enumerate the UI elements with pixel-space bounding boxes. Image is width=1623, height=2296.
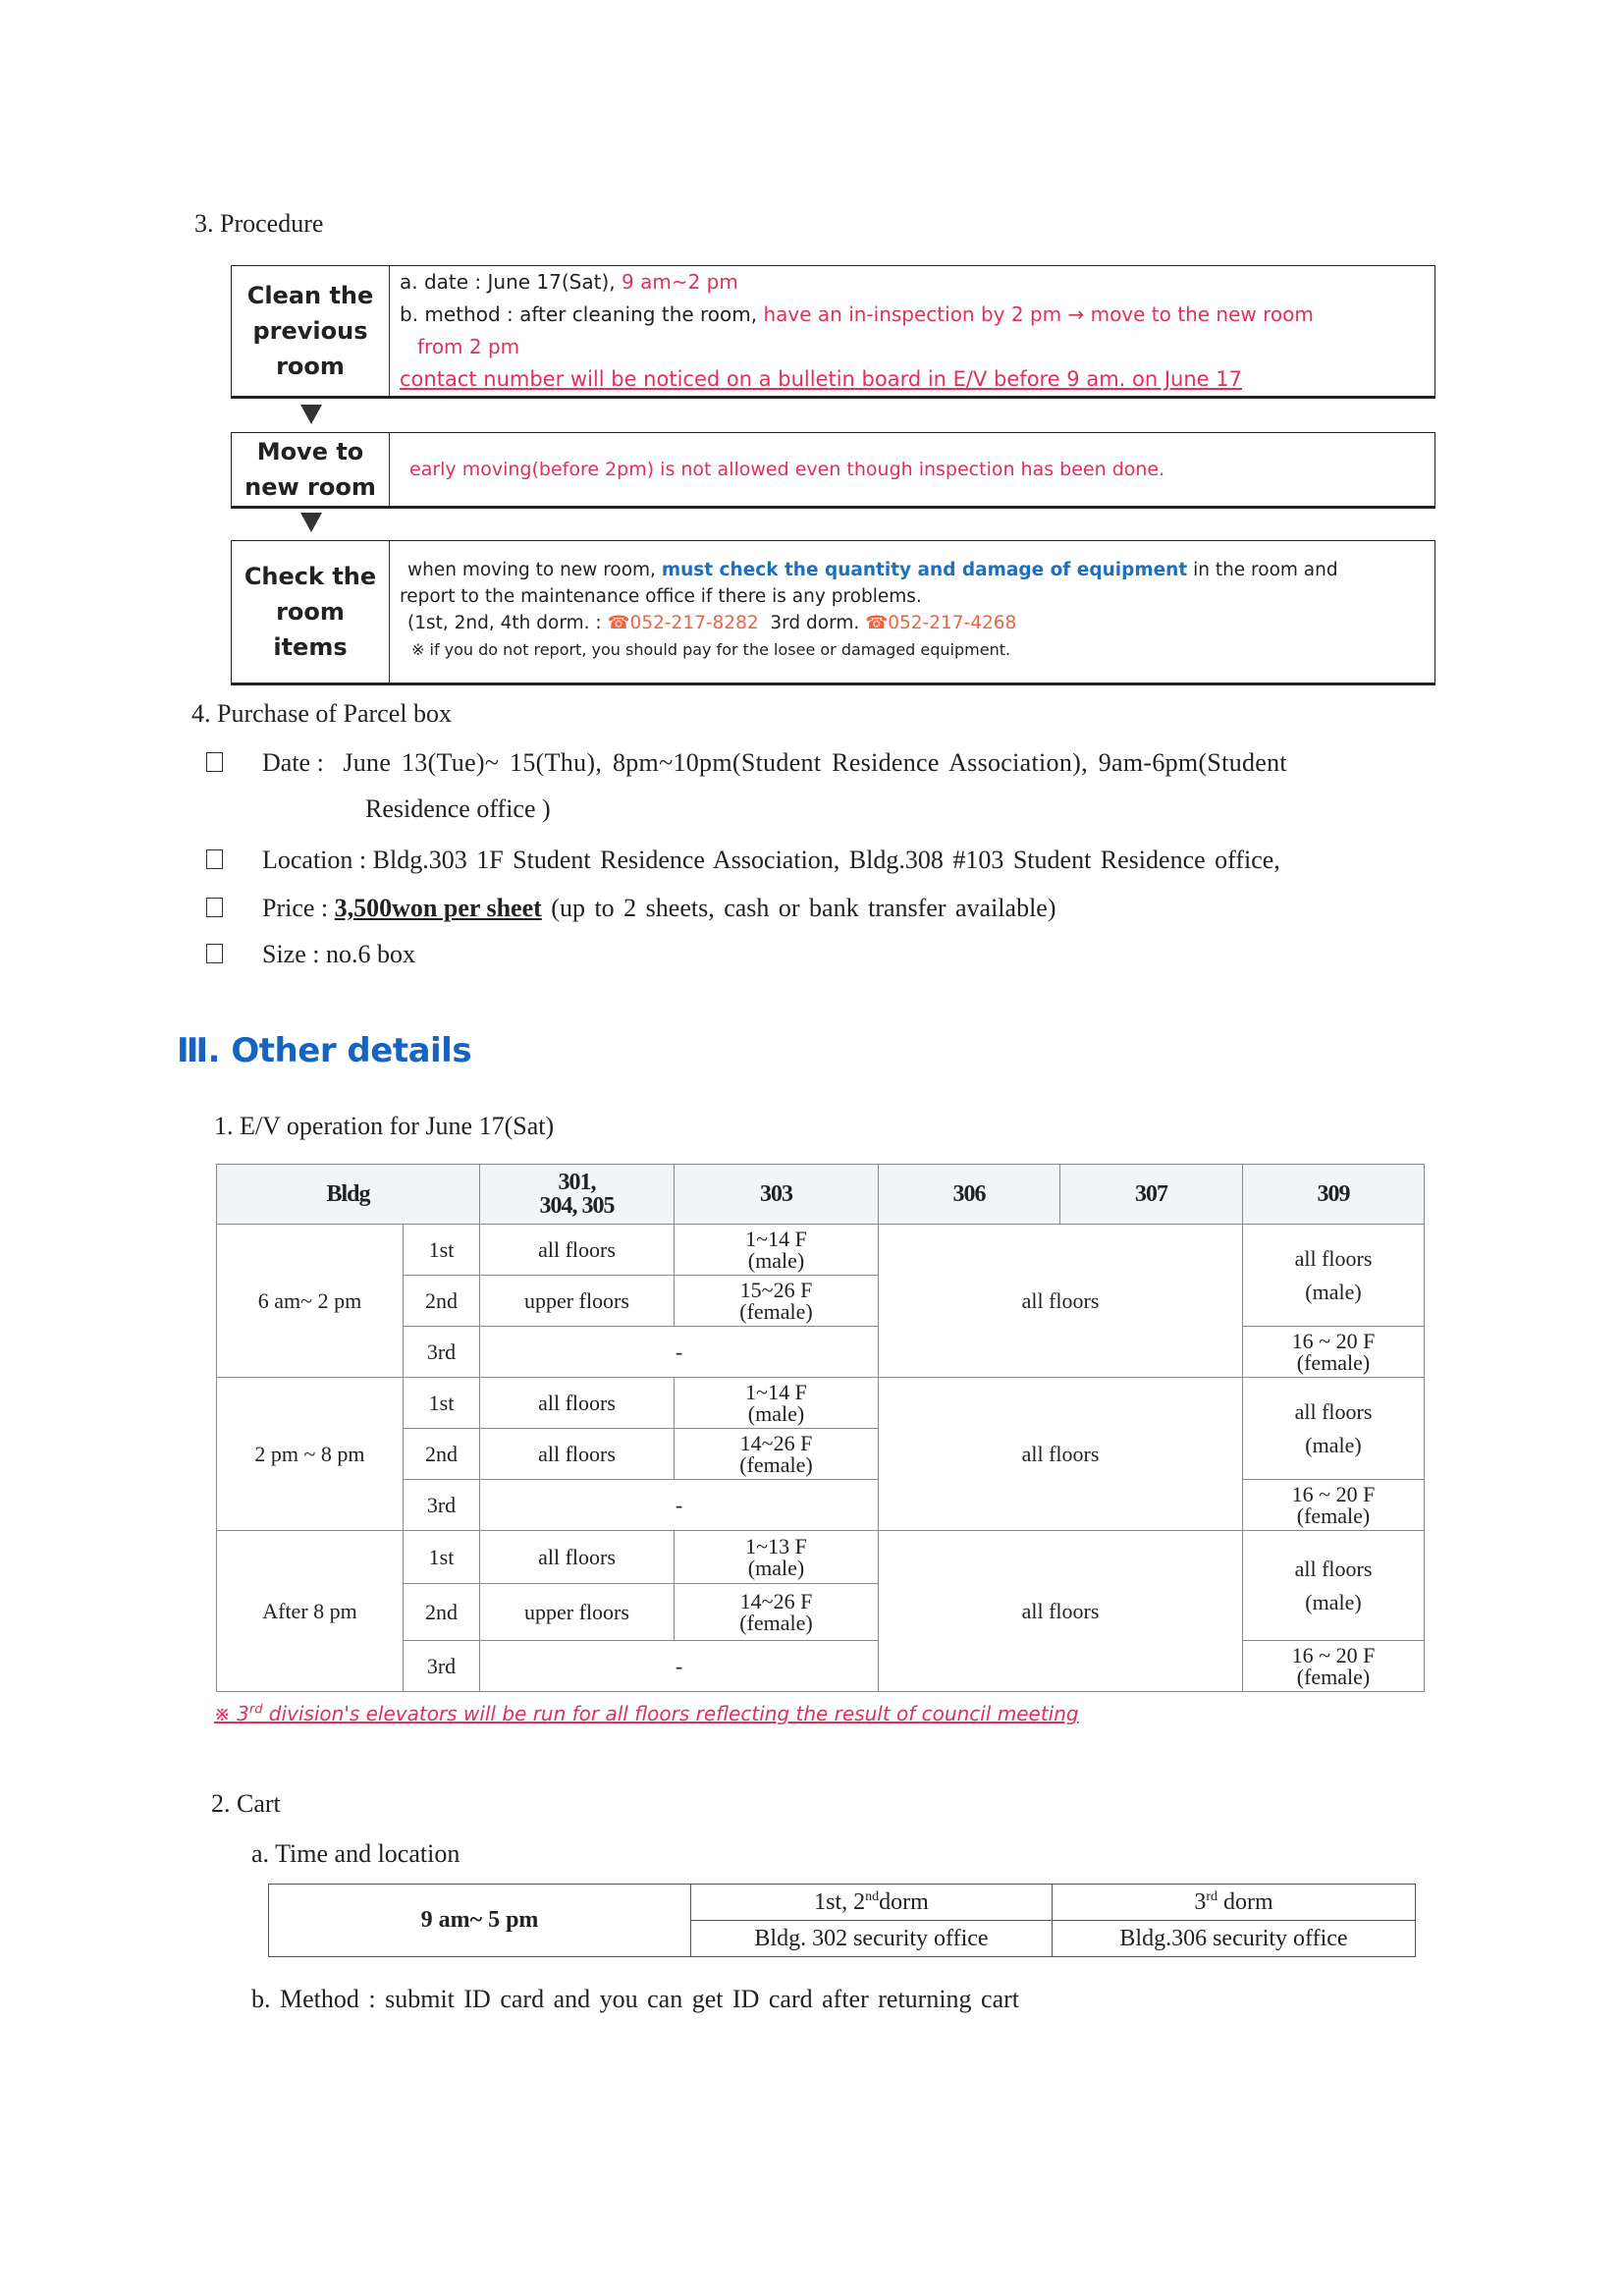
table-header-row (217, 1165, 1425, 1225)
cart-time-location-heading: a. Time and location (251, 1839, 460, 1868)
time-cell: After 8 pm (217, 1531, 404, 1692)
parcel-item-date: Date : June 13(Tue)~ 15(Thu), 8pm~10pm(Student Residence Association), 9am-6pm(Student (206, 748, 1287, 778)
table-row: 3rd - 16 ~ 20 F (female) (217, 1480, 1425, 1531)
checkbox-icon (206, 944, 223, 963)
parcel-item-date-cont: Residence office ) (365, 794, 551, 823)
checkbox-icon (206, 752, 223, 772)
step-line-contact: contact number will be noticed on a bulletin board in E/V before 9 am. on June 17 (400, 367, 1242, 391)
down-arrow-icon (300, 405, 322, 424)
table-row: 2nd upper floors 14~26 F (female) (217, 1584, 1425, 1641)
phone-3rd-dorm: ☎052-217-4268 (865, 613, 1017, 633)
step-content (390, 541, 1434, 683)
ev-note: ※ 3rd division's elevators will be run for all floors reflecting the result of council meeting (214, 1702, 1079, 1725)
checkbox-icon (206, 849, 223, 869)
table-row: After 8 pm 1st all floors 1~13 F (male) all floors all floors (male) (217, 1531, 1425, 1584)
header-301: 301, 304, 305 (480, 1165, 675, 1225)
b306-307-cell: all floors (879, 1225, 1243, 1378)
table-row: 3rd - 16 ~ 20 F (female) (217, 1327, 1425, 1378)
cart-col-3rd-dorm: 3rd dorm (1053, 1885, 1416, 1921)
cart-table (268, 1884, 1416, 1957)
step-line-date: a. date : June 17(Sat), 9 am~2 pm (400, 270, 738, 294)
parcel-heading: 4. Purchase of Parcel box (191, 699, 452, 728)
phone-1st-dorm: ☎052-217-8282 (607, 613, 759, 633)
procedure-step-clean (231, 265, 1435, 399)
cart-col-1st-2nd-dorm: 1st, 2nddorm (691, 1885, 1053, 1921)
table-row: 2 pm ~ 8 pm 1st all floors 1~14 F (male) all floors all floors (male) (217, 1378, 1425, 1429)
down-arrow-icon (300, 513, 322, 532)
time-cell: 6 am~ 2 pm (217, 1225, 404, 1378)
step-line-method-cont: from 2 pm (417, 335, 520, 358)
step-label: Check the room items (232, 541, 390, 683)
table-row: 3rd - 16 ~ 20 F (female) (217, 1641, 1425, 1692)
table-row: 2nd all floors 14~26 F (female) (217, 1429, 1425, 1480)
ev-operation-table (216, 1164, 1425, 1692)
table-row: 6 am~ 2 pm 1st all floors 1~14 F (male) all floors all floors (male) (217, 1225, 1425, 1276)
header-307: 307 (1060, 1165, 1243, 1225)
table-row: 2nd upper floors 15~26 F (female) (217, 1276, 1425, 1327)
section-title-other-details: Ⅲ. Other details (177, 1031, 472, 1070)
step-content (390, 266, 1434, 396)
header-309: 309 (1243, 1165, 1425, 1225)
cart-time: 9 am~ 5 pm (269, 1885, 691, 1957)
parcel-item-location: Location : Bldg.303 1F Student Residence Association, Bldg.308 #103 Student Residence office, (206, 846, 1280, 875)
cart-location-2: Bldg.306 security office (1053, 1921, 1416, 1957)
cart-location-1: Bldg. 302 security office (691, 1921, 1053, 1957)
time-cell: 2 pm ~ 8 pm (217, 1378, 404, 1531)
table-row (269, 1885, 1416, 1921)
step-line-report: report to the maintenance office if there is any problems. (400, 586, 922, 607)
step-line-phones: (1st, 2nd, 4th dorm. : ☎052-217-8282 3rd dorm. ☎052-217-4268 (407, 613, 1017, 633)
procedure-step-check (231, 540, 1435, 685)
step-label: Move to new room (232, 433, 390, 506)
header-303: 303 (675, 1165, 879, 1225)
b306-307-cell: all floors (879, 1531, 1243, 1692)
procedure-step-move (231, 432, 1435, 509)
cart-heading: 2. Cart (211, 1789, 281, 1818)
procedure-heading: 3. Procedure (194, 209, 324, 238)
step-content: early moving(before 2pm) is not allowed even though inspection has been done. (409, 458, 1165, 480)
parcel-item-price: Price : 3,500won per sheet (up to 2 sheets, cash or bank transfer available) (206, 894, 1056, 923)
step-line-method: b. method : after cleaning the room, have an in-inspection by 2 pm → move to the new room (400, 302, 1314, 326)
step-label: Clean the previous room (232, 266, 390, 396)
step-line-check: when moving to new room, must check the quantity and damage of equipment in the room and (407, 560, 1338, 580)
step-line-warning: ※ if you do not report, you should pay for the losee or damaged equipment. (411, 640, 1011, 659)
header-bldg: Bldg (217, 1165, 480, 1225)
checkbox-icon (206, 898, 223, 917)
header-306: 306 (879, 1165, 1060, 1225)
parcel-item-size: Size : no.6 box (206, 940, 415, 969)
ev-heading: 1. E/V operation for June 17(Sat) (214, 1112, 555, 1140)
b306-307-cell: all floors (879, 1378, 1243, 1531)
cart-method: b. Method : submit ID card and you can get ID card after returning cart (251, 1985, 1020, 2013)
